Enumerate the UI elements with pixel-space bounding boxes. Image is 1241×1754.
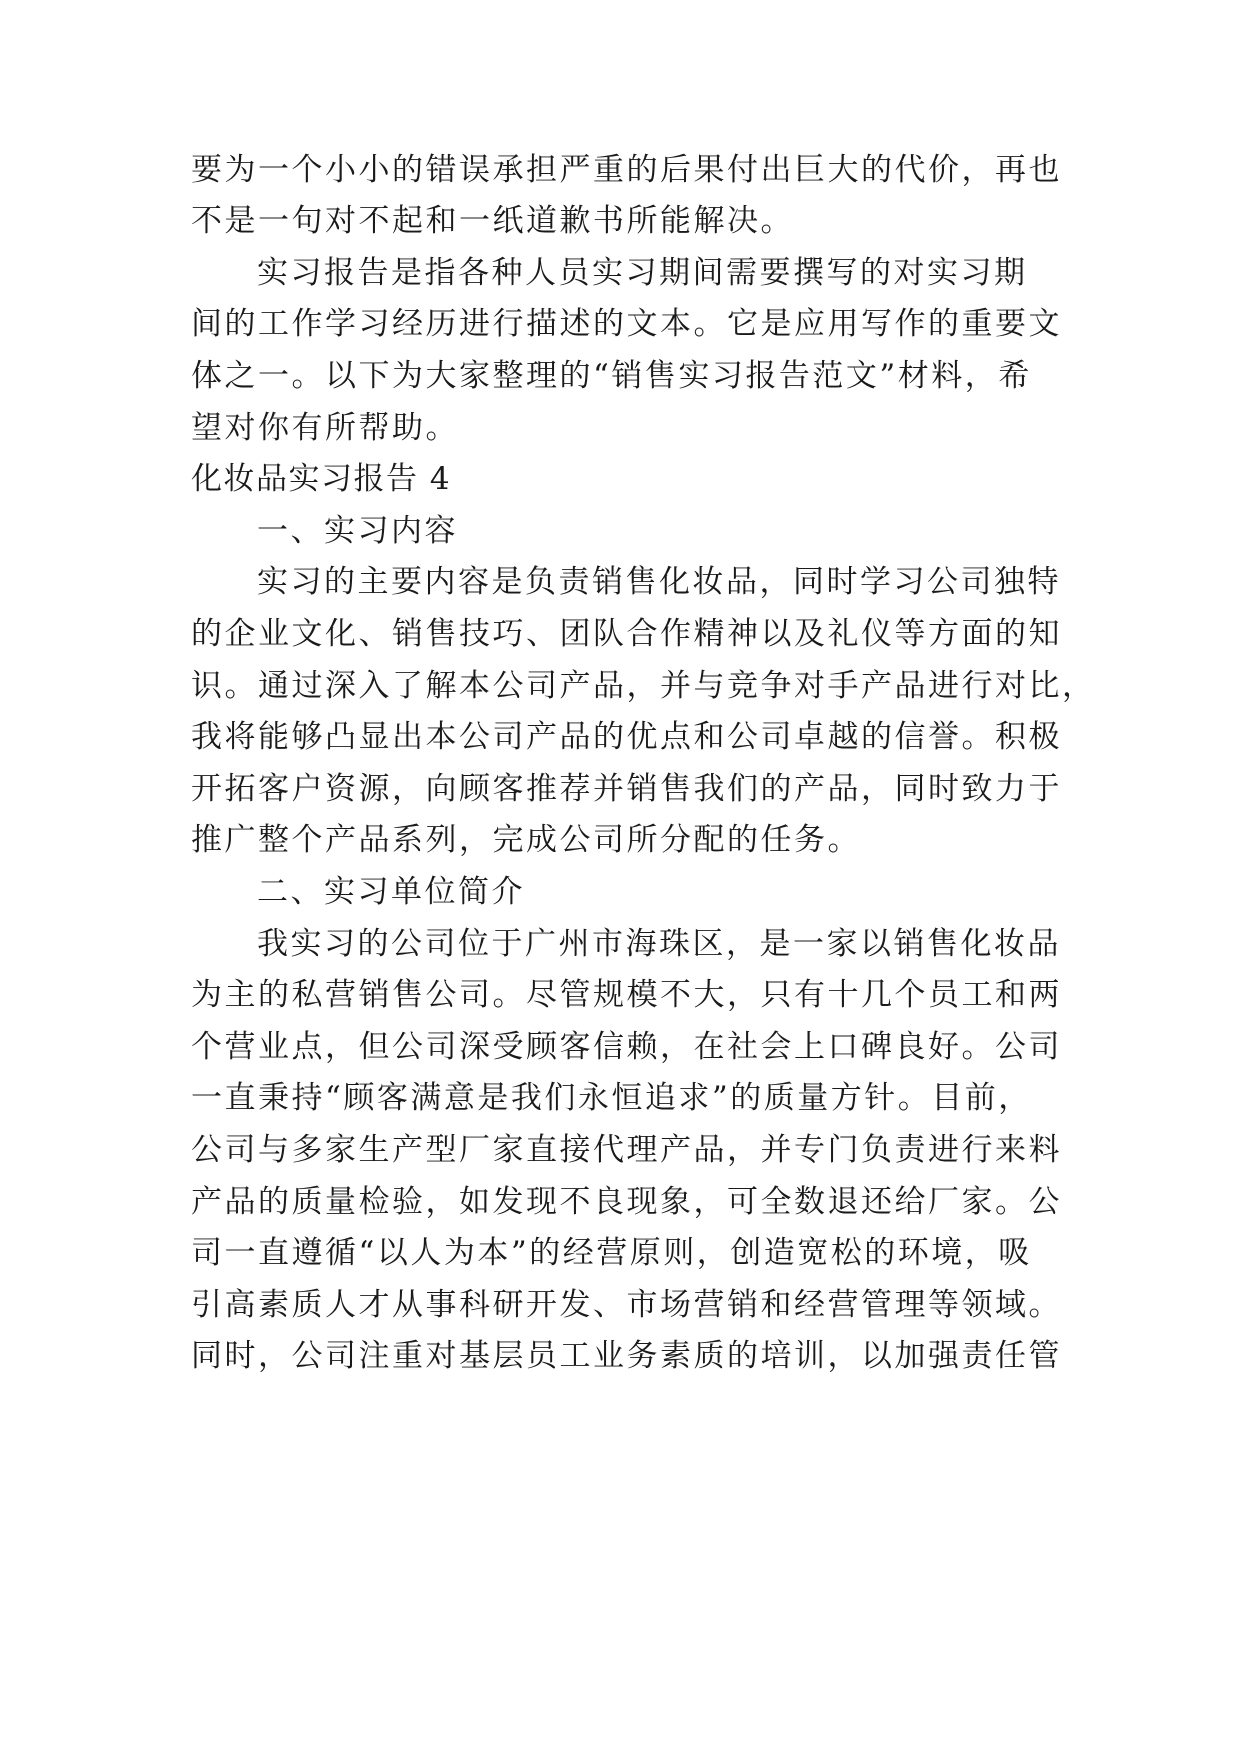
text-line: 产品的质量检验，如发现不良现象，可全数退还给厂家。公: [191, 1184, 1062, 1220]
text-line: 要为一个小小的错误承担严重的后果付出巨大的代价，再也: [191, 152, 1062, 188]
text-line: 的企业文化、销售技巧、团队合作精神以及礼仪等方面的知: [191, 616, 1062, 652]
text-line: 公司与多家生产型厂家直接代理产品，并专门负责进行来料: [191, 1132, 1062, 1168]
text-line: 引高素质人才从事科研开发、市场营销和经营管理等领域。: [191, 1287, 1062, 1323]
text-line: 开拓客户资源，向顾客推荐并销售我们的产品，同时致力于: [191, 771, 1062, 807]
heading-internship-content: 一、实习内容: [257, 513, 458, 549]
text-line: 为主的私营销售公司。尽管规模不大，只有十几个员工和两: [191, 977, 1062, 1013]
text-line: 推广整个产品系列，完成公司所分配的任务。: [191, 822, 861, 858]
text-line: 司一直遵循“以人为本”的经营原则，创造宽松的环境，吸: [191, 1235, 1032, 1271]
text-line: 不是一句对不起和一纸道歉书所能解决。: [191, 203, 794, 239]
section-title: 化妆品实习报告 4: [191, 461, 452, 497]
text-line: 我将能够凸显出本公司产品的优点和公司卓越的信誉。积极: [191, 719, 1062, 755]
paragraph-line-indented: 实习的主要内容是负责销售化妆品，同时学习公司独特: [257, 564, 1061, 600]
heading-company-intro: 二、实习单位简介: [257, 874, 525, 910]
paragraph-line-indented: 我实习的公司位于广州市海珠区，是一家以销售化妆品: [257, 926, 1061, 962]
text-line: 体之一。以下为大家整理的“销售实习报告范文”材料，希: [191, 358, 1032, 394]
text-line: 个营业点，但公司深受顾客信赖，在社会上口碑良好。公司: [191, 1029, 1062, 1065]
text-line: 一直秉持“顾客满意是我们永恒追求”的质量方针。目前，: [191, 1080, 1032, 1116]
text-line: 同时，公司注重对基层员工业务素质的培训，以加强责任管: [191, 1338, 1062, 1374]
text-line: 望对你有所帮助。: [191, 410, 459, 446]
paragraph-line-indented: 实习报告是指各种人员实习期间需要撰写的对实习期: [257, 255, 1028, 291]
text-line: 间的工作学习经历进行描述的文本。它是应用写作的重要文: [191, 306, 1062, 342]
text-line: 识。通过深入了解本公司产品，并与竞争对手产品进行对比，: [191, 668, 1096, 704]
